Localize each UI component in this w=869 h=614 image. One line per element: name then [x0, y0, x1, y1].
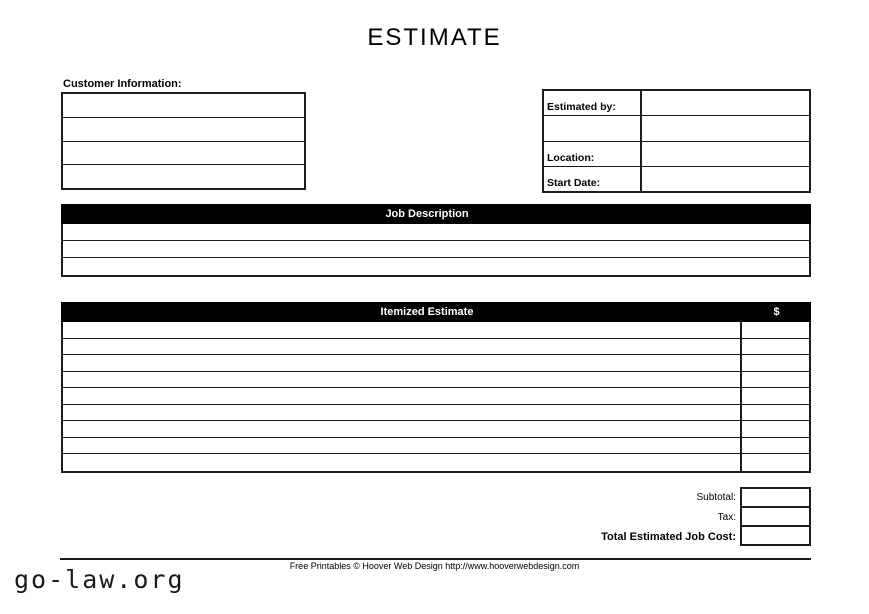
- customer-info-label: Customer Information:: [63, 78, 182, 90]
- estimate-detail-row: [544, 167, 809, 191]
- item-amount-field[interactable]: [742, 355, 809, 371]
- item-amount-field[interactable]: [742, 421, 809, 437]
- job-description-line-field[interactable]: [63, 224, 809, 241]
- estimate-detail-row: [544, 116, 809, 141]
- item-description-field[interactable]: [63, 322, 742, 338]
- estimate-detail-field[interactable]: [642, 116, 809, 140]
- item-amount-field[interactable]: [742, 372, 809, 388]
- estimate-detail-field[interactable]: [642, 142, 809, 166]
- item-description-field[interactable]: [63, 388, 742, 404]
- itemized-estimate-row: [63, 438, 809, 455]
- subtotal-row: [61, 487, 811, 508]
- item-description-field[interactable]: [63, 405, 742, 421]
- itemized-estimate-row: [63, 405, 809, 422]
- item-description-field[interactable]: [63, 438, 742, 454]
- watermark-text: go-law.org: [14, 565, 185, 594]
- item-amount-field[interactable]: [742, 322, 809, 338]
- itemized-estimate-row: [63, 322, 809, 339]
- item-amount-field[interactable]: [742, 454, 809, 471]
- customer-info-table: [61, 92, 306, 190]
- item-amount-field[interactable]: [742, 438, 809, 454]
- item-description-field[interactable]: [63, 339, 742, 355]
- job-description-header-bar: [61, 204, 811, 224]
- item-amount-field[interactable]: [742, 339, 809, 355]
- job-description-title: Job Description: [385, 208, 469, 220]
- itemized-estimate-title: Itemized Estimate: [380, 306, 474, 318]
- estimate-detail-row: [544, 91, 809, 116]
- estimate-detail-field[interactable]: [642, 167, 809, 191]
- itemized-estimate-rows: [61, 322, 811, 473]
- tax-label: Tax:: [717, 512, 736, 523]
- form-title: ESTIMATE: [367, 24, 502, 51]
- total-estimated-job-cost-field[interactable]: [740, 527, 811, 546]
- itemized-estimate-row: [63, 421, 809, 438]
- tax-row: [61, 508, 811, 527]
- totals-section: [61, 487, 811, 546]
- subtotal-label: Subtotal:: [696, 492, 736, 503]
- estimate-detail-field[interactable]: [642, 91, 809, 115]
- itemized-estimate-row: [63, 355, 809, 372]
- customer-info-field[interactable]: [63, 142, 304, 166]
- total-estimated-job-cost-label: Total Estimated Job Cost:: [601, 530, 736, 543]
- customer-info-field[interactable]: [63, 165, 304, 188]
- estimate-detail-label: Estimated by:: [544, 91, 642, 115]
- subtotal-field[interactable]: [740, 487, 811, 508]
- estimate-detail-label: [544, 116, 642, 140]
- item-amount-field[interactable]: [742, 388, 809, 404]
- footer-divider: [60, 558, 811, 560]
- estimate-details-table: [542, 89, 811, 193]
- itemized-estimate-row: [63, 372, 809, 389]
- job-description-line-field[interactable]: [63, 241, 809, 258]
- currency-column-header: $: [773, 306, 780, 318]
- item-description-field[interactable]: [63, 355, 742, 371]
- estimate-detail-label: Start Date:: [544, 167, 642, 191]
- item-description-field[interactable]: [63, 421, 742, 437]
- total-row: [61, 527, 811, 546]
- footer-credit: Free Printables © Hoover Web Design http://www.hooverwebdesign.com: [289, 561, 580, 571]
- estimate-detail-row: [544, 142, 809, 167]
- job-description-section: [61, 204, 811, 277]
- estimate-detail-label: Location:: [544, 142, 642, 166]
- item-description-field[interactable]: [63, 372, 742, 388]
- item-amount-field[interactable]: [742, 405, 809, 421]
- item-description-field[interactable]: [63, 454, 742, 471]
- itemized-estimate-row: [63, 454, 809, 471]
- job-description-rows: [61, 224, 811, 277]
- job-description-line-field[interactable]: [63, 258, 809, 275]
- customer-info-field[interactable]: [63, 94, 304, 118]
- customer-info-field[interactable]: [63, 118, 304, 142]
- itemized-estimate-row: [63, 388, 809, 405]
- itemized-estimate-header-bar: [61, 302, 811, 322]
- tax-field[interactable]: [740, 508, 811, 527]
- itemized-estimate-section: [61, 302, 811, 473]
- itemized-estimate-row: [63, 339, 809, 356]
